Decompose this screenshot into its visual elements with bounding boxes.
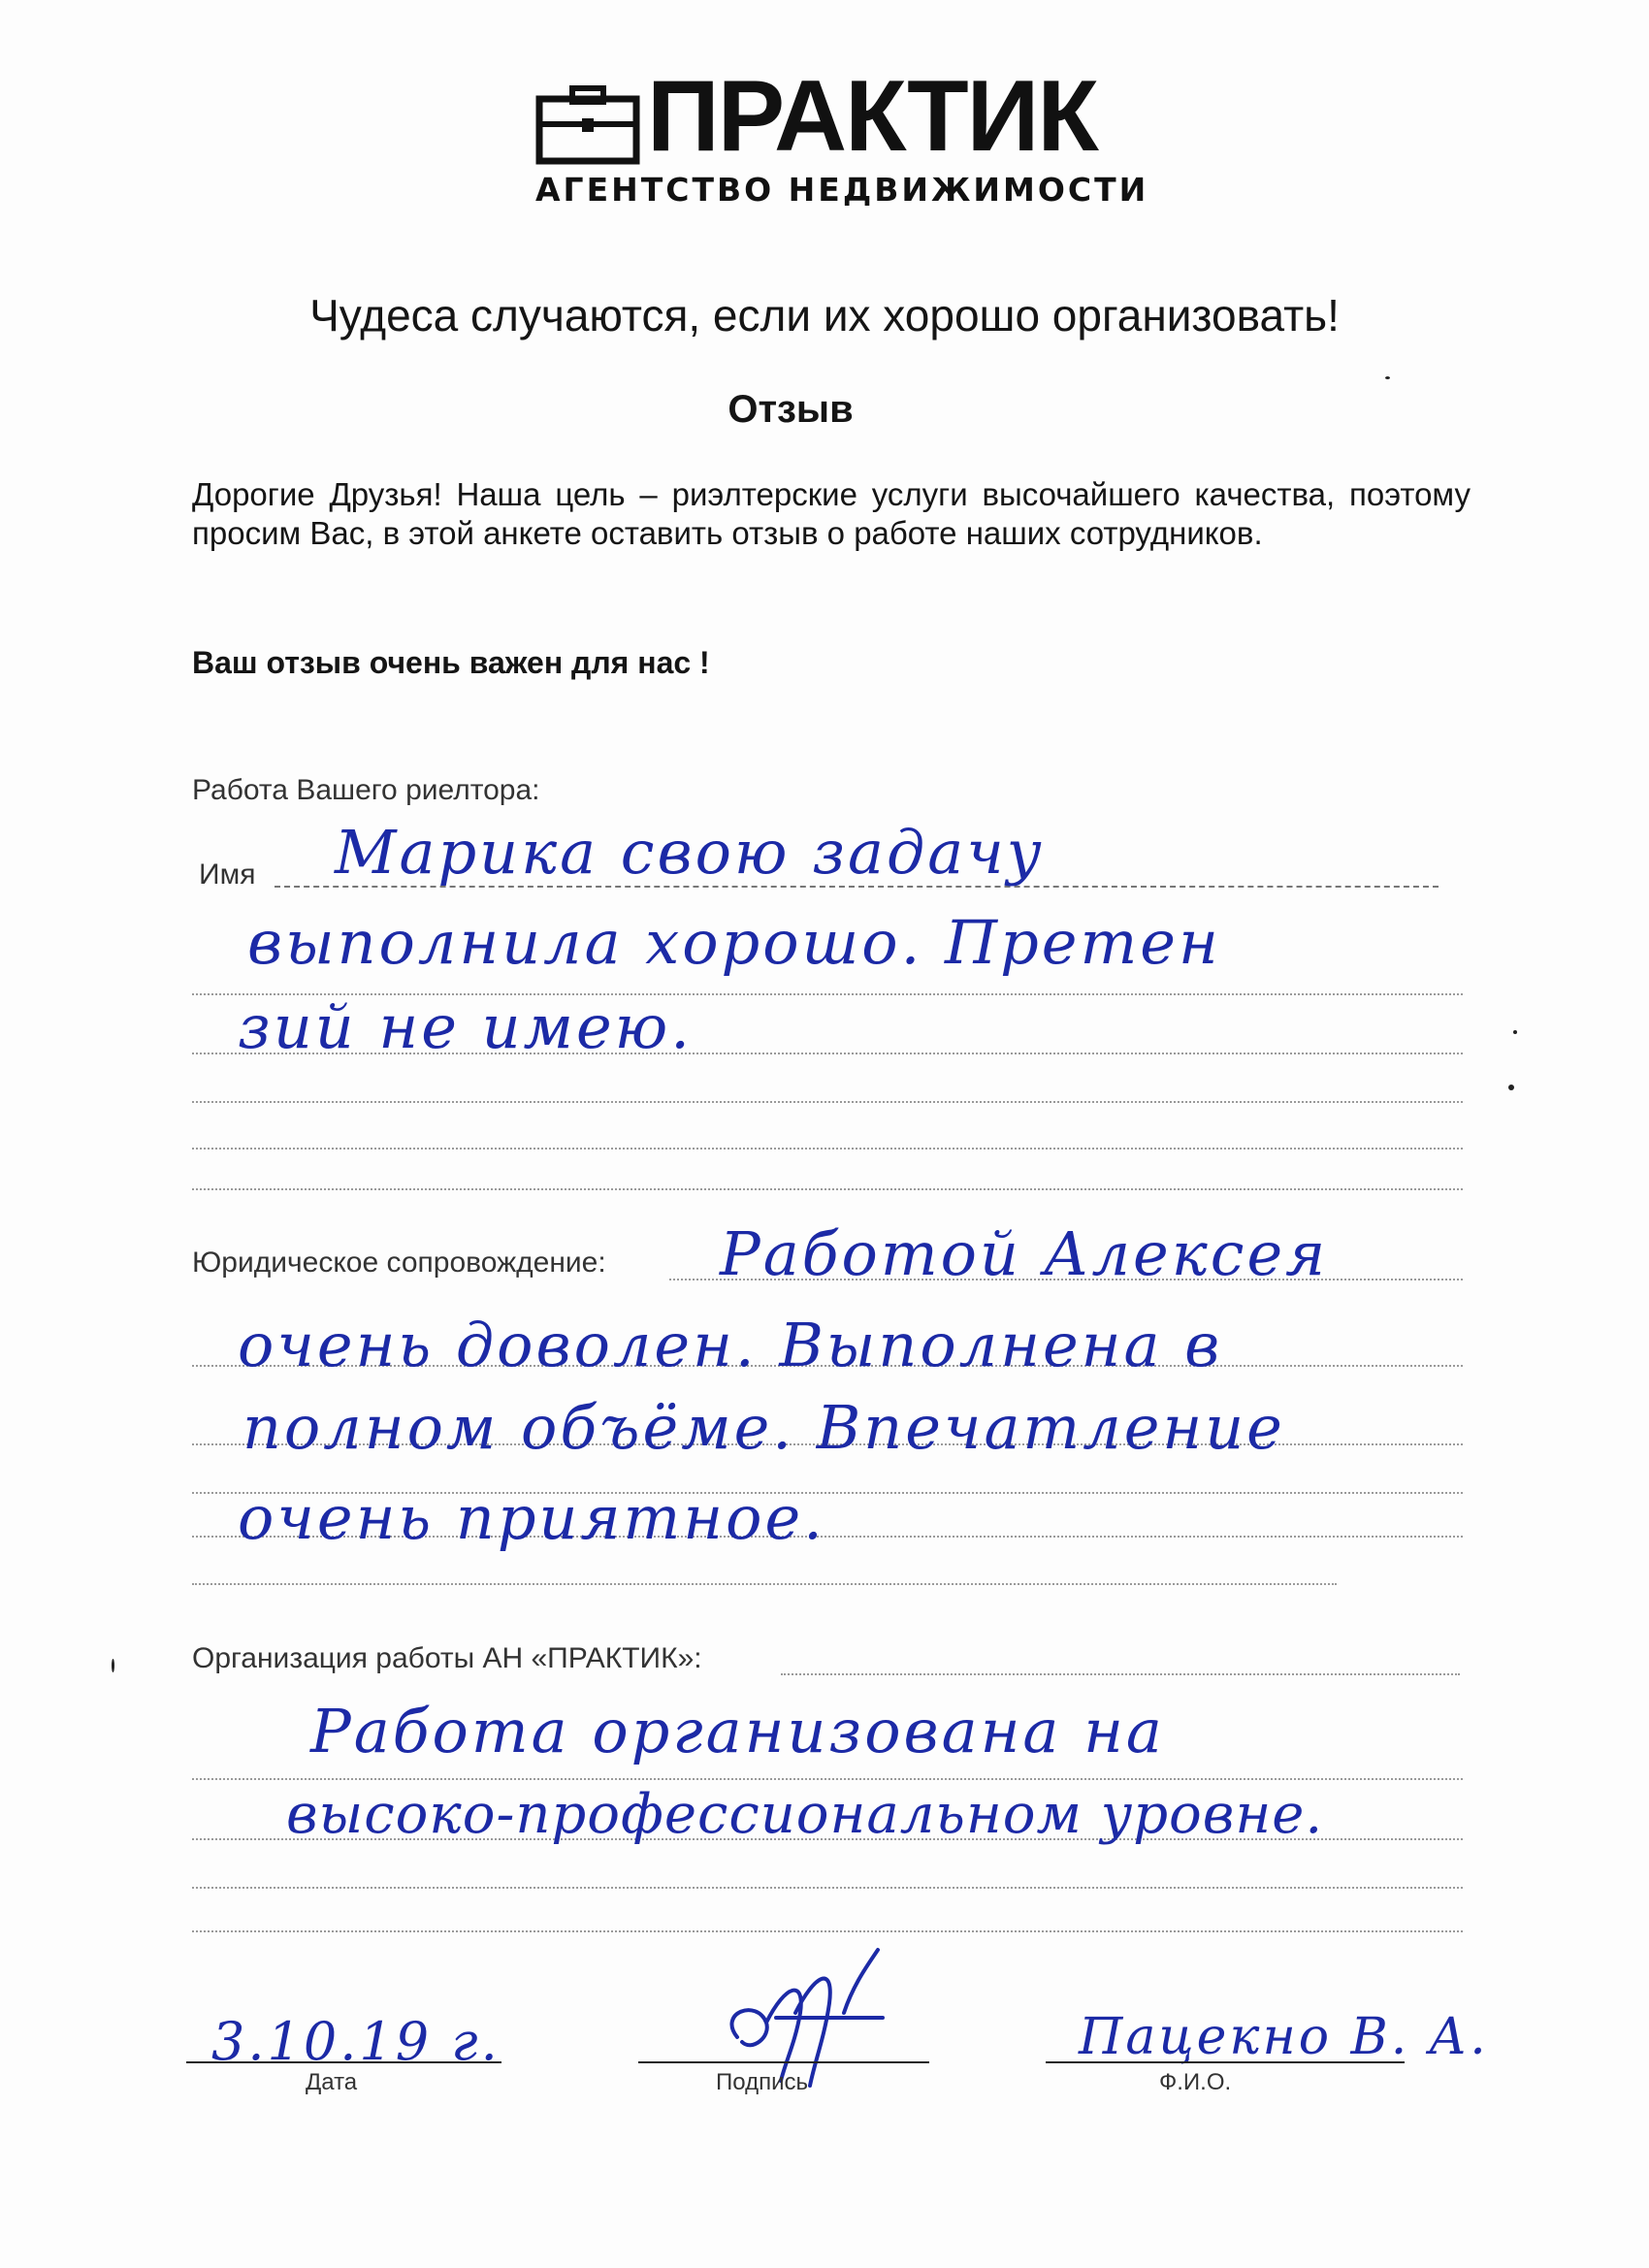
date-caption: Дата: [306, 2069, 358, 2095]
realtor-line-6: [192, 1188, 1463, 1190]
legal-section-label: Юридическое сопровождение:: [192, 1247, 606, 1279]
important-note: Ваш отзыв очень важен для нас !: [192, 645, 710, 680]
date-line: [186, 2061, 501, 2063]
realtor-feedback-line-3: зий не имею.: [238, 991, 693, 1062]
agency-logo: [535, 60, 1149, 209]
org-line-1: [781, 1673, 1460, 1675]
scan-speck: [1385, 376, 1390, 379]
scan-speck: [1508, 1085, 1514, 1090]
legal-feedback-line-3: полном объёме. Впечатление: [242, 1392, 1285, 1463]
slogan: Чудеса случаются, если их хорошо организовать!: [309, 290, 1340, 340]
brand-subtitle: АГЕНТСТВО НЕДВИЖИМОСТИ: [535, 171, 1149, 209]
name-label: Имя: [199, 859, 256, 891]
realtor-section-label: Работа Вашего риелтора:: [192, 774, 540, 806]
realtor-feedback-line-2: выполнила хорошо. Претен: [247, 907, 1221, 978]
fio-caption: Ф.И.О.: [1159, 2069, 1232, 2095]
realtor-line-5: [192, 1148, 1463, 1150]
brand-name: ПРАКТИК: [647, 60, 1097, 173]
briefcase-icon: [535, 85, 640, 165]
legal-feedback-line-1: Работой Алексея: [720, 1218, 1329, 1289]
signature-line: [638, 2061, 929, 2063]
legal-feedback-line-4: очень приятное.: [238, 1482, 825, 1553]
intro-paragraph: Дорогие Друзья! Наша цель – риэлтерские услуги высочайшего качества, поэтому просим Вас, в этой анкете оставить отзыв о работе наших сотрудников.: [192, 476, 1471, 551]
org-line-2: [192, 1778, 1463, 1780]
realtor-feedback-line-1: Марика свою задачу: [335, 817, 1045, 888]
legal-line-6: [192, 1583, 1337, 1585]
org-section-label: Организация работы АН «ПРАКТИК»:: [192, 1642, 702, 1674]
date-value: 3.10.19 г.: [211, 2011, 501, 2072]
org-line-4: [192, 1887, 1463, 1889]
org-feedback-line-2: высоко-профессиональном уровне.: [286, 1783, 1324, 1846]
document-title: Отзыв: [728, 388, 854, 431]
legal-feedback-line-2: очень доволен. Выполнена в: [238, 1310, 1223, 1380]
fio-value: Пацекно В. А.: [1079, 2008, 1489, 2066]
scan-speck: [112, 1659, 114, 1672]
org-line-5: [192, 1930, 1463, 1932]
org-feedback-line-1: Работа организована на: [310, 1696, 1165, 1766]
fio-line: [1046, 2061, 1405, 2063]
scan-speck: [1513, 1030, 1517, 1034]
realtor-line-4: [192, 1101, 1463, 1103]
signature-caption: Подпись: [716, 2069, 808, 2095]
